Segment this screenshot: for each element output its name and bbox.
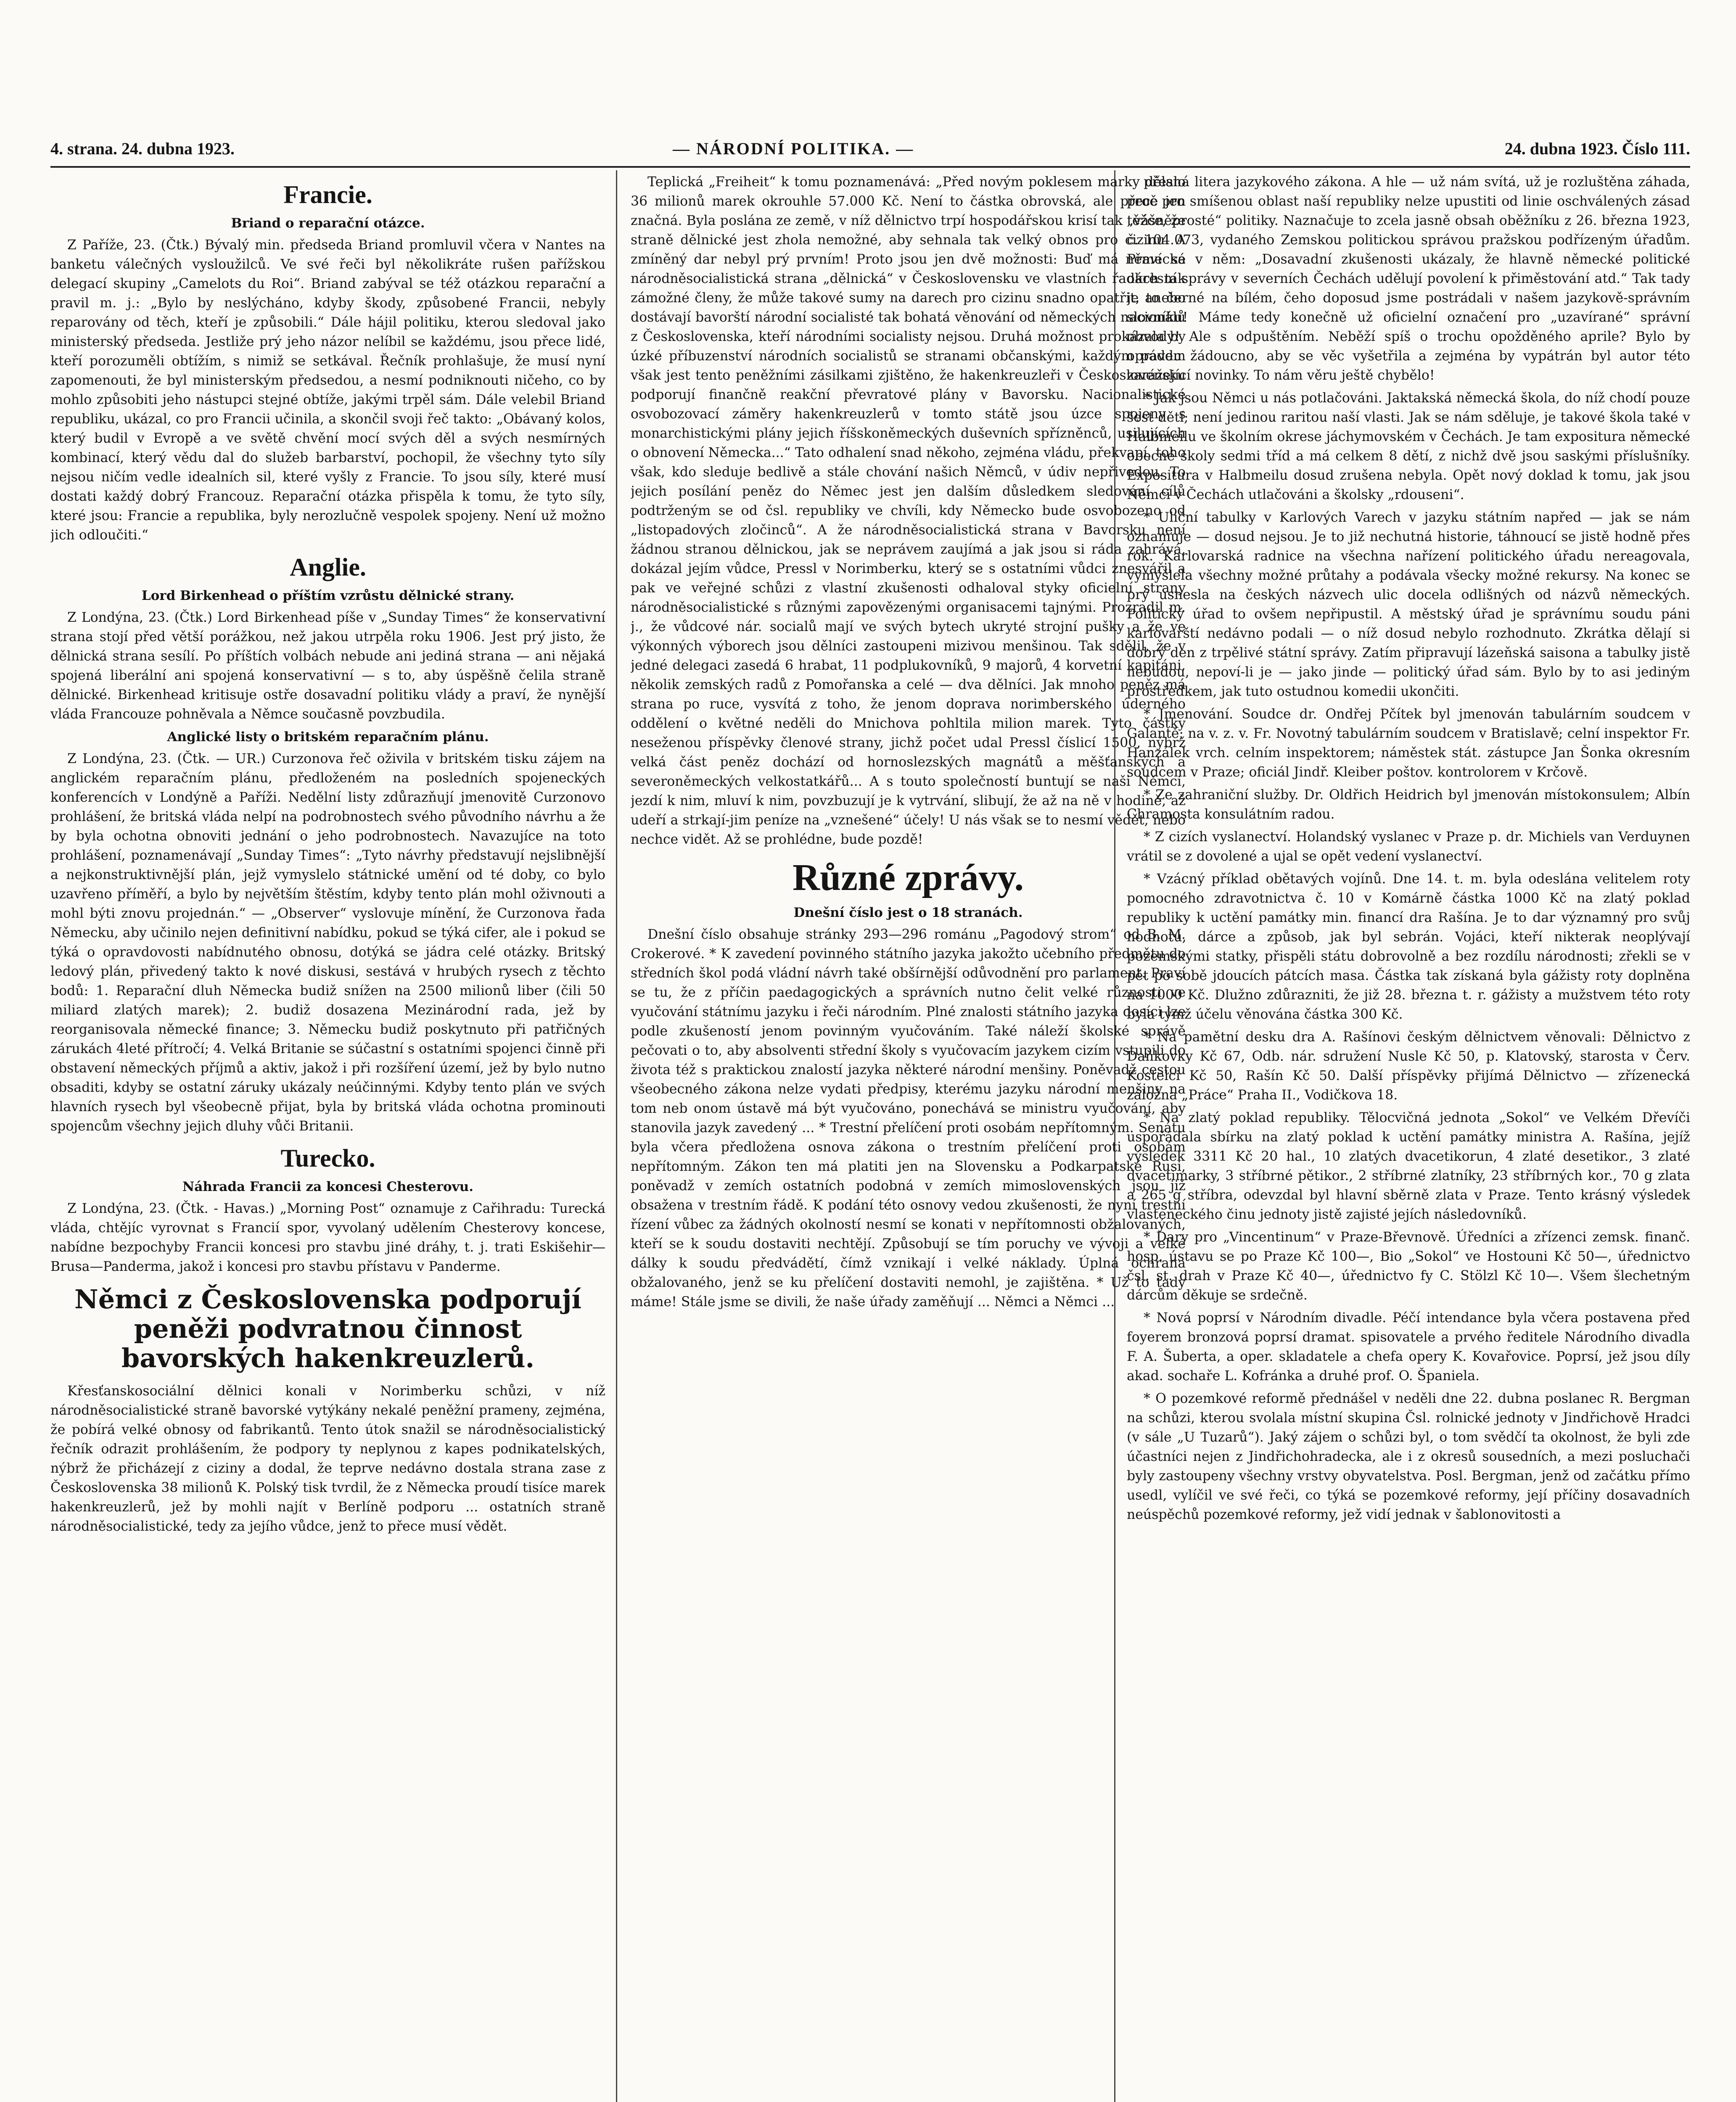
column-3 [1127,172,1690,2102]
article-text-zlaty-poklad: * Na zlatý poklad republiky. Tělocvičná jednota „Sokol“ ve Velkém Dřevíči uspořádala sbírku na zlatý poklad k uctění památky ministra A. Rašína, jejíž výsledek 3311 Kč 20 hal., 10 zlatých dvacetikorun, 4 zlaté desetikor., 3 zlaté dvacetimarky, 3 stříbrné pětikor., 2 stříbrné zlatníky, 23 stříbrných kor., 70 g zlata a 265 g stříbra, odevzdal byl hlavní sběrně zlata v Praze. Tento krásný výsledek vlasteneckého činu jednoty jistě zajisté jejích následovníků. [1127,1110,1690,1222]
article-text-ulicni-tabulky: * Uliční tabulky v Karlových Varech v jazyku státním napřed — jak se nám oznamuje — dosud nejsou. Je to již nechutná historie, táhnoucí se jistě hodně přes rok. Karlovarská radnice na všechna nařízení politického úřadu nereagovala, vymýšlela všechny možné průtahy a podávala všecky možné rekursy. Na konec se prý usnesla na českých názvech ulic docela odlišných od názvů německých. Politický úřad to ovšem nepřipustil. A městský úřad je správnímu soudu páni karlovarští nedávno podali — o níž dosud nebylo rozhodnuto. Zkrátka dělají si dobrý den z trpělivé státní správy. Zatím připravují lázeňská saisona a tabulky jistě nebudou, nepoví-li je — jako jinde — politický úřad sám. Bylo by to asi jediným prostředkem, jak tuto ostudnou komedii ukončiti. [1127,510,1690,699]
article-text-nemci: Křesťanskosociální dělnici konali v Norimberku schůzi, v níž národněsocialistické straně bavorské vytýkány nekalé peněžní prameny, zejména, že pobírá velké obnosy od fabrikantů. Tento útok snažil se národněsocialistický řečník odrazit prohlášením, že podpory ty neplynou z kapes podnikatelských, nýbrž že přicházejí z ciziny a dodal, že teprve nedávno dostala strana zase z Československa 38 milionů K. Polský tisk tvrdil, že z Německa proudí tisíce marek hakenkreuzlerů, jež by mohli najít v Berlíně podporu ... ostatních straně národněsocialistické, tedy za jejího vůdce, jenž to přece musí vědět. [50,1384,605,1534]
header-page-date: 4. strana. 24. dubna 1923. [50,139,235,158]
article-text-dary: * Dary pro „Vincentinum“ v Praze-Břevnově. Úředníci a zřízenci zemsk. finanč. hosp. ústavu se po Praze Kč 100—, Bio „Sokol“ ve Hostouni Kč 50—, úřednictvo čsl. st. drah v Praze Kč 40—, úřednictvo fy C. Stölzl Kč 10—. Všem šlechetným dárcům děkuje se srdečně. [1127,1230,1690,1303]
article-text-jmenovani: * Jmenování. Soudce dr. Ondřej Pčítek byl jmenován tabulárním soudcem v Galantě; na v. z. v. Fr. Novotný tabulárním soudcem v Bratislavě; celní inspektor Fr. Hanzálek vrch. celním inspektorem; náměstek stát. zástupce Jan Šonka okresním soudcem v Praze; oficiál Jindř. Kleiber poštov. kontrolorem v Krčově. [1127,707,1690,780]
section-title-turecko: Turecko. [280,1144,375,1172]
column-1 [50,172,605,2102]
article-text-deska: * Na pamětní desku dra A. Rašínovi českým dělnictvem věnovali: Dělnictvo z Daňkovky Kč 67, Odb. nár. sdružení Nusle Kč 50, p. Klatovský, starosta v Červ. Kostelci Kč 50, Rašín Kč 50. Další příspěvky přijímá Dělnictvo — zřízenecká záložna „Práce“ Praha II., Vodičkova 18. [1127,1030,1690,1103]
article-text-continuation: Teplická „Freiheit“ k tomu poznamenává: „Před novým poklesem marky dělalo 36 milionů marek okrouhle 57.000 Kč. Není to částka obrovská, ale přece jen značná. Byla poslána ze země, v níž dělnictvo trpí hospodářskou krisí tak těžce, že straně dělnické jest zhola nemožné, aby sehnala tak velký obnos pro cizinu. A zmíněný dar nebyl prý prvním! Proto jsou jen dvě možnosti: Buď má německá národněsocialistická strana „dělnická“ v Československu ve vlastních řadách tak zámožné členy, že může takové sumy na darech pro cizinu snadno opatřit, anebo dostávají bavorští národní socialisté tak bohatá věnování od německých nacionálů z Československa, kteří národními socialisty nejsou. Druhá možnost prokázala by úzké příbuzenství národních socialistů se stranami občanskými, každým pádem však jest tento peněžními zásilkami zjištěno, že hakenkreuzleři v Československu podporují finančně reakční převratové plány v Bavorsku. Nacionalistické osvobozovací záměry hakenkreuzlerů v tomto státě jsou úzce spojeny s monarchistickými plány jejich říšskoněmeckých duševních spřízněnců, usilujících o obnovení Německa...“ Tato odhalení snad někoho, zejména vládu, překvapí, toho však, kdo sleduje bedlivě a stále chování našich Němců, v údiv nepřivedou. To jejich posílání peněz do Němec jest jen dalším důsledkem sledování cílů podtrženým se od čsl. republiky ve chvíli, kdy Německo bude osvobozeno od „listopadových zločinců“. A že národněsocialistická strana v Bavorsku není žádnou stranou dělnickou, jak se neprávem zaujímá a jak jsou si ráda zahrává, dokázal jejím vůdce, Pressl v Norimberku, který se s ostatními vůdci znesvářil a pak ve veřejné schůzi z vlastní zkušenosti odhaloval styky oficielní strany národněsocialistické s různými zapovězenými organisacemi tajnými. Prozradil m. j., že vůdcové nár. socialů mají ve svých bytech ukryté strojní pušky a že ve výkonných výborech jsou dělníci zastoupeni mizivou menšinou. Tak sdělil, že v jedné delegaci zasedá 6 hrabat, 11 podplukovníků, 9 majorů, 4 korvetní kapitáni, několik zemských radů z Pomořanska a celé — dva dělníci. Jak mnoho peněz má strana po ruce, vysvítá z toho, že jenom doprava norimberského úderného oddělení o květné neděli do Mnichova pohltila milion marek. Tyto částky neseženou příspěvky členové strany, jichž počet udal Pressl číslicí 1500, nýbrž velká část peněz dochází od hornoslezských magnátů a měšťanských a severoněmeckých velkostatkářů... A s touto společností buntují se naši Němci, jezdí k nim, mluví k nim, povzbuzují je k vytrvání, slibují, že až na ně v hodině, až udeří a strkají-jim peníze na „vznešené“ účely! U nás však se to nesmí vědět, nebo nechce vidět. Až se prohlédne, bude pozdě! [631,174,1186,847]
article-text-zahranicni: * Ze zahraniční služby. Dr. Oldřich Heidrich byl jmenován místokonsulem; Albín Chramosta konsulátním radou. [1127,787,1690,822]
header-masthead: — NÁRODNÍ POLITIKA. — [673,139,914,158]
headline-nemci: Němci z Československa podporují peněži podvratnou činnost bavorských hakenkreuzlerů. [74,1284,581,1373]
article-text-oberznik: přesná litera jazykového zákona. A hle — už nám svítá, už je rozluštěna záhada, proč pro smíšenou oblast naší republiky nelze upustiti od linie oschválených zásad „vášněprosté“ politiky. Naznačuje to zcela jasně obsah oběžníku z 26. března 1923, č. 104.073, vydaného Zemskou politickou správou pražskou podřízeným úřadům. Praví se v něm: „Dosavadní zkušenosti ukázaly, že hlavně německé politické okresní správy v severních Čechách udělují povolení k přiměstování atd.“ Tak tady je to černé na bílém, čeho doposud jsme postrádali v našem jazykově-správním slovníku! Máme tedy konečně už oficielní označení pro „uzavírané“ správní obvody! Ale s odpuštěním. Neběží spíš o trochu opožděného aprile? Bylo by opravdu žádoucno, aby se věc vyšetřila a zejména by vypátrán byl autor této zarážející novinky. To nám věru ještě chybělo! [1127,174,1690,383]
header-rule [50,166,1690,168]
article-subtitle-briand: Briand o reparační otázce. [231,216,425,231]
article-text-nemci-potlacovani: * Jak jsou Němci u nás potlačováni. Jaktakská německá škola, do níž chodí pouze šest dětí; není jedinou raritou naší vlasti. Jak se nám sděluje, je takové škola také v Halbmeilu ve školním okrese jáchymovském v Čechách. Je tam expositura německé obecné školy sedmi tříd a má celkem 8 dětí, z nichž dvě jsou saskými příslušníky. Expositura v Halbmeilu dosud zrušena nebyla. Opět nový doklad k tomu, jak jsou Němci v Čechách utlačováni a školsky „rdouseni“. [1127,391,1690,502]
article-subtitle-birkenhead: Lord Birkenhead o příštím vzrůstu dělnické strany. [141,588,515,603]
article-text-vyslanectvi: * Z cizích vyslanectví. Holandský vyslanec v Praze p. dr. Michiels van Verduynen vrátil se z dovolené a ujal se opět vedení vyslanectví. [1127,829,1690,864]
article-subtitle-turecko: Náhrada Francii za koncesi Chesterovu. [182,1179,474,1194]
article-text-poprsi: * Nová poprsí v Národním divadle. Péčí intendance byla včera postavena před foyerem bronzová poprsí dramat. spisovatele a prvého ředitele Národního divadla F. A. Šuberta, a oper. skladatele a chefa opery K. Kovařovice. Poprsí, jež jsou díly akad. sochaře L. Kofránka a druhé prof. O. Španiela. [1127,1310,1690,1384]
article-text-vojini: * Vzácný příklad obětavých vojínů. Dne 14. t. m. byla odeslána velitelem roty pomocného zdravotnictva č. 10 v Komárně částka 1000 Kč na zlatý poklad republiky k uctění památky min. financí dra Rašína. Je to dar významný pro svůj hodnotu, dárce a způsob, jak byl sebrán. Vojáci, kteří nikterak neoplývají pozemskými statky, přispěli státu dobrovolně a bez rozdílu národnosti; zřekli se v pět po sobě jdoucích pátcích masa. Částka tak získaná byla gážisty roty doplněna na 1000 Kč. Dlužno zdůrazniti, že již 28. března t. r. gážisty a mužstvem této roty byla týmž účelu věnována částka 300 Kč. [1127,871,1690,1022]
section-title-francie: Francie. [283,181,373,209]
section-title-ruzne: Různé zprávy. [793,857,1024,898]
article-text-listy: Z Londýna, 23. (Čtk. — UR.) Curzonova řeč oživila v britském tisku zájem na anglickém reparačním plánu, předloženém na posledních spojeneckých konferencích v Londýně a Paříži. Nedělní listy zdůrazňují jmenovitě Curzonovo prohlášení, že britská vláda nelpí na podrobnostech svého původního návrhu a že by byla ochotna obnoviti jednání o jeho podrobnostech. Navazujíce na toto prohlášení, poznamenávají „Sunday Times“: „Tyto návrhy představují nejslibnější a nejkonstruktivnější plán, jejž vymyslelo státnické umění od té doby, co bylo uzavřeno příměří, a bylo by největším štěstím, kdyby tento plán mohl oživnouti a mohl býti znovu projednán.“ — „Observer“ vyslovuje mínění, že Curzonova řada Německu, aby učinilo nejen definitivní nabídku, pokud se týká cifer, ale i pokud se týká o opravdovosti nabídnutého obnosu, dotýká se jádra celé otázky. Britský ledový plán, přivedený takto k nové diskusi, sestává v hrubých rysech z těchto bodů: 1. Reparační dluh Německa budiž snížen na 2500 milionů liber (čili 50 miliard zlatých marek); 2. budiž dosazena Mezinárodní rada, jež by reorganisovala německé finance; 3. Německu budiž poskytnuto při patřičných zárukách 4leté přítročí; 4. Velká Britanie se súčastní s ostatními spojenci činně při obstavení německých příjmů a aktiv, jakož i při rozšíření území, jež by bylo nutno obsaditi, kdyby se ostatní záruky ukázaly neúčinnými. Kdyby tento plán ve svých hlavních rysech byl všeobecně přijat, byla by britská vláda ochotna prominouti spojencům všechny jejich dluhy vůči Britanii. [50,751,605,1134]
column-divider-1 [616,170,617,2102]
article-text-briand: Z Paříže, 23. (Čtk.) Bývalý min. předseda Briand promluvil včera v Nantes na banketu válečných vysloužilců. Ve své řeči byl několikráte rušen pařížskou delegací skupiny „Camelots du Roi“. Briand zabýval se též otázkou reparační a pravil m. j.: „Bylo by neslýcháno, kdyby škody, způsobené Francii, nebyly reparovány od těch, kteří je způsobili.“ Dále hájil politiku, kterou sledoval jako ministerský předseda. Jestliže prý jeho názor nelíbil se každému, jsou přece lidé, kteří porozuměli obtížím, s nimiž se setkával. Řečník prohlašuje, že musí nyní zapomenouti, že byl ministerským předsedou, a nesmí podniknouti ničeho, co by mohlo způsobiti jeho nástupci stejné obtíže, jakými trpěl sám. Dále velebil Briand republiku, ukázal, co pro Francii učinila, a skončil svoji řeč takto: „Obávaný kolos, který budil v Evropě a ve světě chvění mocí svých děl a svých nesmírných kombinací, který vědu dal do služeb barbarství, pochopil, že všechny tyto síly nejsou ničím vedle idealních sil, které vyšly z Francie. To jsou síly, které musí dostati každý dobrý Francouz. Reparační otázka přispěla k tomu, že tyto síly, které jsou: Francie a republika, byly nerozlučně vespolek spojeny. Není už možno jich odloučiti.“ [50,238,605,543]
header-issue-number: 24. dubna 1923. Číslo 111. [1504,139,1690,158]
article-text-pozemkova-reforma: * O pozemkové reformě přednášel v neděli dne 22. dubna poslanec R. Bergman na schůzi, kterou svolala místní skupina Čsl. rolnické jednoty v Jindřichově Hradci (v sále „U Tuzarů“). Jaký zájem o schůzi byl, o tom svědčí ta okolnost, že byli zde účastníci nejen z Jindřichohradecka, ale i z okresů sousedních, a mezi posluchači byly zastoupeny všechny vrstvy obyvatelstva. Posl. Bergman, jenž od začátku přímo usedl, vylíčil ve své řeči, co týká se pozemkové reformy, její příčiny dosavadních neúspěchů pozemkové reformy, jež vidí jednak v šablonovitosti a [1127,1391,1690,1522]
article-text-birkenhead: Z Londýna, 23. (Čtk.) Lord Birkenhead píše v „Sunday Times“ že konservativní strana stojí před větší porážkou, než jakou utrpěla roku 1906. Jest prý jisto, že dělnická strana sesílí. Po příštích volbách nebude ani jediná strana — ani nějaká spojená liberální ani spojená konservativní — s to, aby úspěšně čelila straně dělnické. Birkenhead kritisuje ostře dosavadní politiku vlády a praví, že nynější vláda Francouze pohněvala a Němce současně povzbudila. [50,610,605,722]
article-text-ruzne: Dnešní číslo obsahuje stránky 293—296 románu „Pagodový strom“ od B. M. Crokerové. * K zavedení povinného státního jazyka jakožto učebního předmětu do středních škol podá vládní návrh také obšírnější odůvodnění pro parlament. Praví se tu, že z příčin paedagogických a správních nutno čelit velké různosti ve vyučování státnímu jazyku i řeči národním. Plné znalosti státního jazyka dosíci lze podle zkušeností jenom povinným vyučováním. Také náleží školské správě pečovati o to, aby absolventi střední školy s vyučovacím jazykem cizím vstupili do života též s praktickou znalostí jazyka některé národní menšiny. Poněvadž cestou všeobecného zákona nelze vydati předpisy, kterému jazyku národní menšiny na tom neb onom ústavě má být vyučováno, ponechává se ministru vyučování, aby stanovila jazyk zavedený ... * Trestní přelíčení proti osobám nepřítomným. Senátu byla včera předložena osnova zákona o trestním přelíčení proti osobám nepřítomným. Zákon ten má platiti jen na Slovensku a Podkarpatské Rusi, poněvadž v zemích ostatních podobná v zemích mimoslovenských jsou již obsažena v trestním řádě. K podání této osnovy vedou zkušenosti, že nyní trestní řízení vůbec za žádných okolností nesmí se konati v nepřítomnosti obžalovaných, kteří se k soudu dostaviti nechtějí. Způsobují se tím poruchy ve vývoji a velké dálky k soudu předvádětí, čímž vznikají i velké náklady. Úplná ochrana obžalovaného, jenž se ku přelíčení dostaviti nemohl, je zajištěna. * Už to tady máme! Stále jsme se divili, že naše úřady zaměňují ... Němci a Němci ... [631,927,1186,1310]
page-header [50,139,1690,168]
notice-page-count: Dnešní číslo jest o 18 stranách. [793,905,1023,920]
section-title-anglie: Anglie. [290,553,366,581]
article-subtitle-listy: Anglické listy o britském reparačním plánu. [167,729,489,745]
column-2 [631,172,1186,2102]
article-text-turecko: Z Londýna, 23. (Čtk. - Havas.) „Morning Post“ oznamuje z Cařihradu: Turecká vláda, chtějíc vyrovnat s Francií spor, vyvolaný udělením Chesterovy koncese, nabídne bezpochyby Francii koncesi pro stavbu jiné dráhy, t. j. trati Eskišehir—Brusa—Panderma, jakož i koncesi pro stavbu přístavu v Panderme. [50,1201,605,1274]
